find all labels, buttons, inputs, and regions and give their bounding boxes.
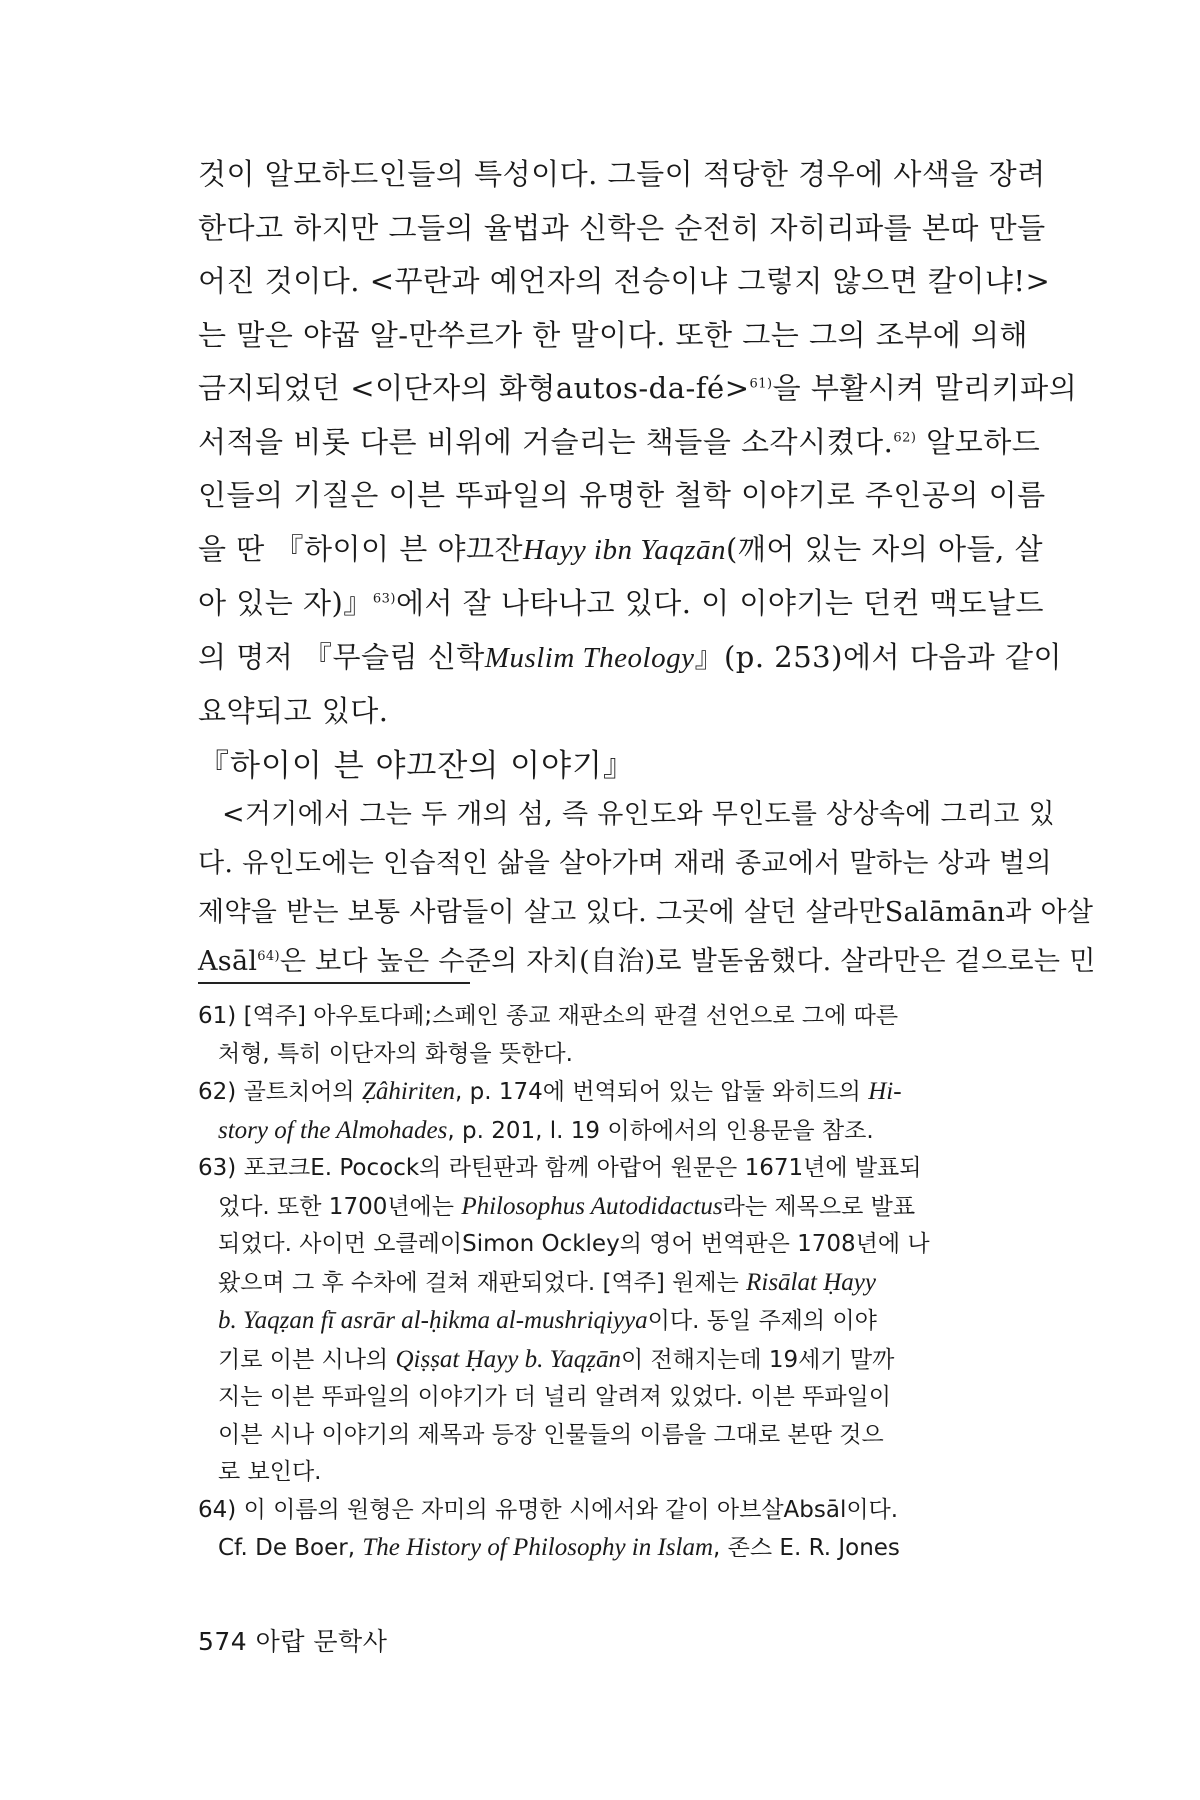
- text-line: [198, 937, 1096, 986]
- text-segment: Asāl: [198, 946, 258, 977]
- footnote-text: 이 이름의 원형은 자미의 유명한 시에서와 같이 아브살Absāl이다.: [243, 1496, 899, 1523]
- text-segment: 을 딴 『하이이 븐 야끄잔: [198, 531, 523, 566]
- text-segment: 금지되었던 <이단자의 화형autos-da-fé>: [198, 371, 750, 405]
- footnote-text: , p. 201, l. 19 이하에서의 인용문을 참조.: [447, 1117, 874, 1144]
- italic-title: The History of Philosophy in Islam: [362, 1534, 714, 1561]
- footnote-text: 이다. 동일 주제의 이야: [647, 1308, 877, 1334]
- footnote-63: [198, 1150, 1028, 1492]
- footnotes: [198, 998, 1028, 1568]
- text-line: [198, 577, 1044, 631]
- footnote-number: 63): [198, 1155, 237, 1181]
- text-line: [198, 523, 1044, 578]
- italic-title: Philosophus Autodidactus: [461, 1192, 723, 1220]
- footnote-ref-63: 63): [372, 591, 396, 607]
- text-segment: (깨어 있는 자의 아들, 살: [726, 531, 1044, 566]
- text-line: 다. 유인도에는 인습적인 삶을 살아가며 재래 종교에서 말하는 상과 벌의: [198, 848, 1052, 879]
- footnote-text: 골트치어의: [243, 1079, 362, 1105]
- footnote-text: , 존스 E. R. Jones: [713, 1535, 900, 1561]
- footnote-number: 62): [198, 1079, 237, 1105]
- footnote-line: [198, 1264, 1028, 1303]
- footnote-line: [198, 1073, 1028, 1112]
- italic-title: Muslim Theology: [484, 641, 695, 674]
- text-line: [198, 631, 1062, 686]
- footnote-64: [198, 1492, 1028, 1568]
- text-segment: 은 보다 높은 수준의 자치(自治)로 발돋움했다. 살라만은 겉으로는 민: [279, 946, 1096, 977]
- text-segment: 서적을 비롯 다른 비위에 거슬리는 책들을 소각시켰다.: [198, 424, 894, 459]
- text-line: 인들의 기질은 이븐 뚜파일의 유명한 철학 이야기로 주인공의 이름: [198, 478, 1046, 512]
- footnote-line: 지는 이븐 뚜파일의 이야기가 더 널리 알려져 있었다. 이븐 뚜파일이: [218, 1384, 891, 1410]
- footnote-ref-61: 61): [749, 376, 773, 392]
- footnote-number: 61): [198, 1003, 237, 1029]
- text-line: [198, 362, 1078, 416]
- footnote-number: 64): [198, 1496, 237, 1523]
- footnote-line: [198, 998, 1028, 1036]
- text-segment: 의 명저 『무슬림 신학: [198, 639, 485, 674]
- text-segment: 알모하드: [916, 424, 1041, 459]
- footnote-line: [198, 1492, 1028, 1530]
- text-segment: 을 부활시켜 말리키파의: [772, 371, 1078, 405]
- italic-title: story of the Almohades: [218, 1116, 448, 1144]
- text-line: 는 말은 야꿉 알-만쑤르가 한 말이다. 또한 그는 그의 조부에 의해: [198, 317, 1029, 352]
- footnote-text: , p. 174에 번역되어 있는 압둘 와히드의: [455, 1079, 869, 1105]
- text-line: 제약을 받는 보통 사람들이 살고 있다. 그곳에 살던 살라만Salāmān과 아살: [198, 897, 1094, 928]
- footnote-line: 이븐 시나 이야기의 제목과 등장 인물들의 이름을 그대로 본딴 것으: [218, 1421, 884, 1448]
- section-title: 『하이이 븐 야끄잔의 이야기』: [198, 748, 635, 784]
- footnote-line: 처형, 특히 이단자의 화형을 뜻한다.: [218, 1040, 573, 1067]
- footnote-ref-64: 64): [257, 949, 280, 964]
- footnote-text: 왔으며 그 후 수차에 걸쳐 재판되었다. [역주] 원제는: [218, 1269, 747, 1296]
- italic-title: Hayy ibn Yaqzān: [523, 533, 726, 566]
- text-line: 어진 것이다. <꾸란과 예언자의 전승이냐 그렇지 않으면 칼이냐!>: [198, 264, 1051, 298]
- text-line: <거기에서 그는 두 개의 섬, 즉 유인도와 무인도를 상상속에 그리고 있: [222, 799, 1055, 830]
- footnote-divider: [198, 982, 470, 984]
- footnote-line: 로 보인다.: [218, 1459, 322, 1485]
- footnote-line: [198, 1341, 1028, 1380]
- footnote-text: [역주] 아우토다페;스페인 종교 재판소의 판결 선언으로 그에 따른: [243, 1003, 899, 1029]
- footnote-line: 되었다. 사이먼 오클레이Simon Ockley의 영어 번역판은 1708년에 나: [218, 1231, 930, 1257]
- text-line: 한다고 하지만 그들의 율법과 신학은 순전히 자히리파를 본따 만들: [198, 210, 1046, 245]
- text-line: [198, 416, 1041, 470]
- footnote-ref-62: 62): [893, 429, 917, 445]
- footnote-line: [198, 1302, 1028, 1341]
- text-line: 것이 알모하드인들의 특성이다. 그들이 적당한 경우에 사색을 장려: [198, 157, 1046, 191]
- footnote-line: [198, 1150, 1028, 1188]
- footnote-line: [198, 1188, 1028, 1227]
- text-segment: 아 있는 자)』: [198, 586, 373, 620]
- footnote-62: [198, 1073, 1028, 1150]
- italic-title: Qiṣṣat Ḥayy b. Yaqẓān: [395, 1345, 621, 1373]
- footnote-line: [198, 1529, 1028, 1568]
- footnote-61: [198, 998, 1028, 1073]
- footnote-text: 이 전해지는데 19세기 말까: [620, 1346, 895, 1373]
- footnote-text: 포코크E. Pocock의 라틴판과 함께 아랍어 원문은 1671년에 발표되: [243, 1155, 922, 1181]
- text-segment: 에서 잘 나타나고 있다. 이 이야기는 던컨 맥도날드: [395, 586, 1044, 620]
- italic-title: b. Yaqẓan fī asrār al-ḥikma al-mushriqiyya: [218, 1307, 648, 1334]
- footnote-text: 라는 제목으로 발표: [722, 1193, 916, 1220]
- page-number-footer: 574 아랍 문학사: [198, 1627, 388, 1656]
- footnote-line: [198, 1112, 1028, 1151]
- italic-title: Ẓâhiriten: [361, 1078, 456, 1105]
- main-paragraph: [198, 148, 1078, 739]
- italic-title: Hi-: [868, 1078, 902, 1105]
- italic-title: Risālat Ḥayy: [746, 1268, 876, 1296]
- footnote-text: 기로 이븐 시나의: [218, 1346, 396, 1373]
- footnote-text: 었다. 또한 1700년에는: [218, 1193, 462, 1220]
- footnote-text: Cf. De Boer,: [218, 1535, 363, 1561]
- text-line: 요약되고 있다.: [198, 694, 389, 728]
- text-segment: 』(p. 253)에서 다음과 같이: [694, 639, 1062, 674]
- section-paragraph: [198, 790, 1096, 986]
